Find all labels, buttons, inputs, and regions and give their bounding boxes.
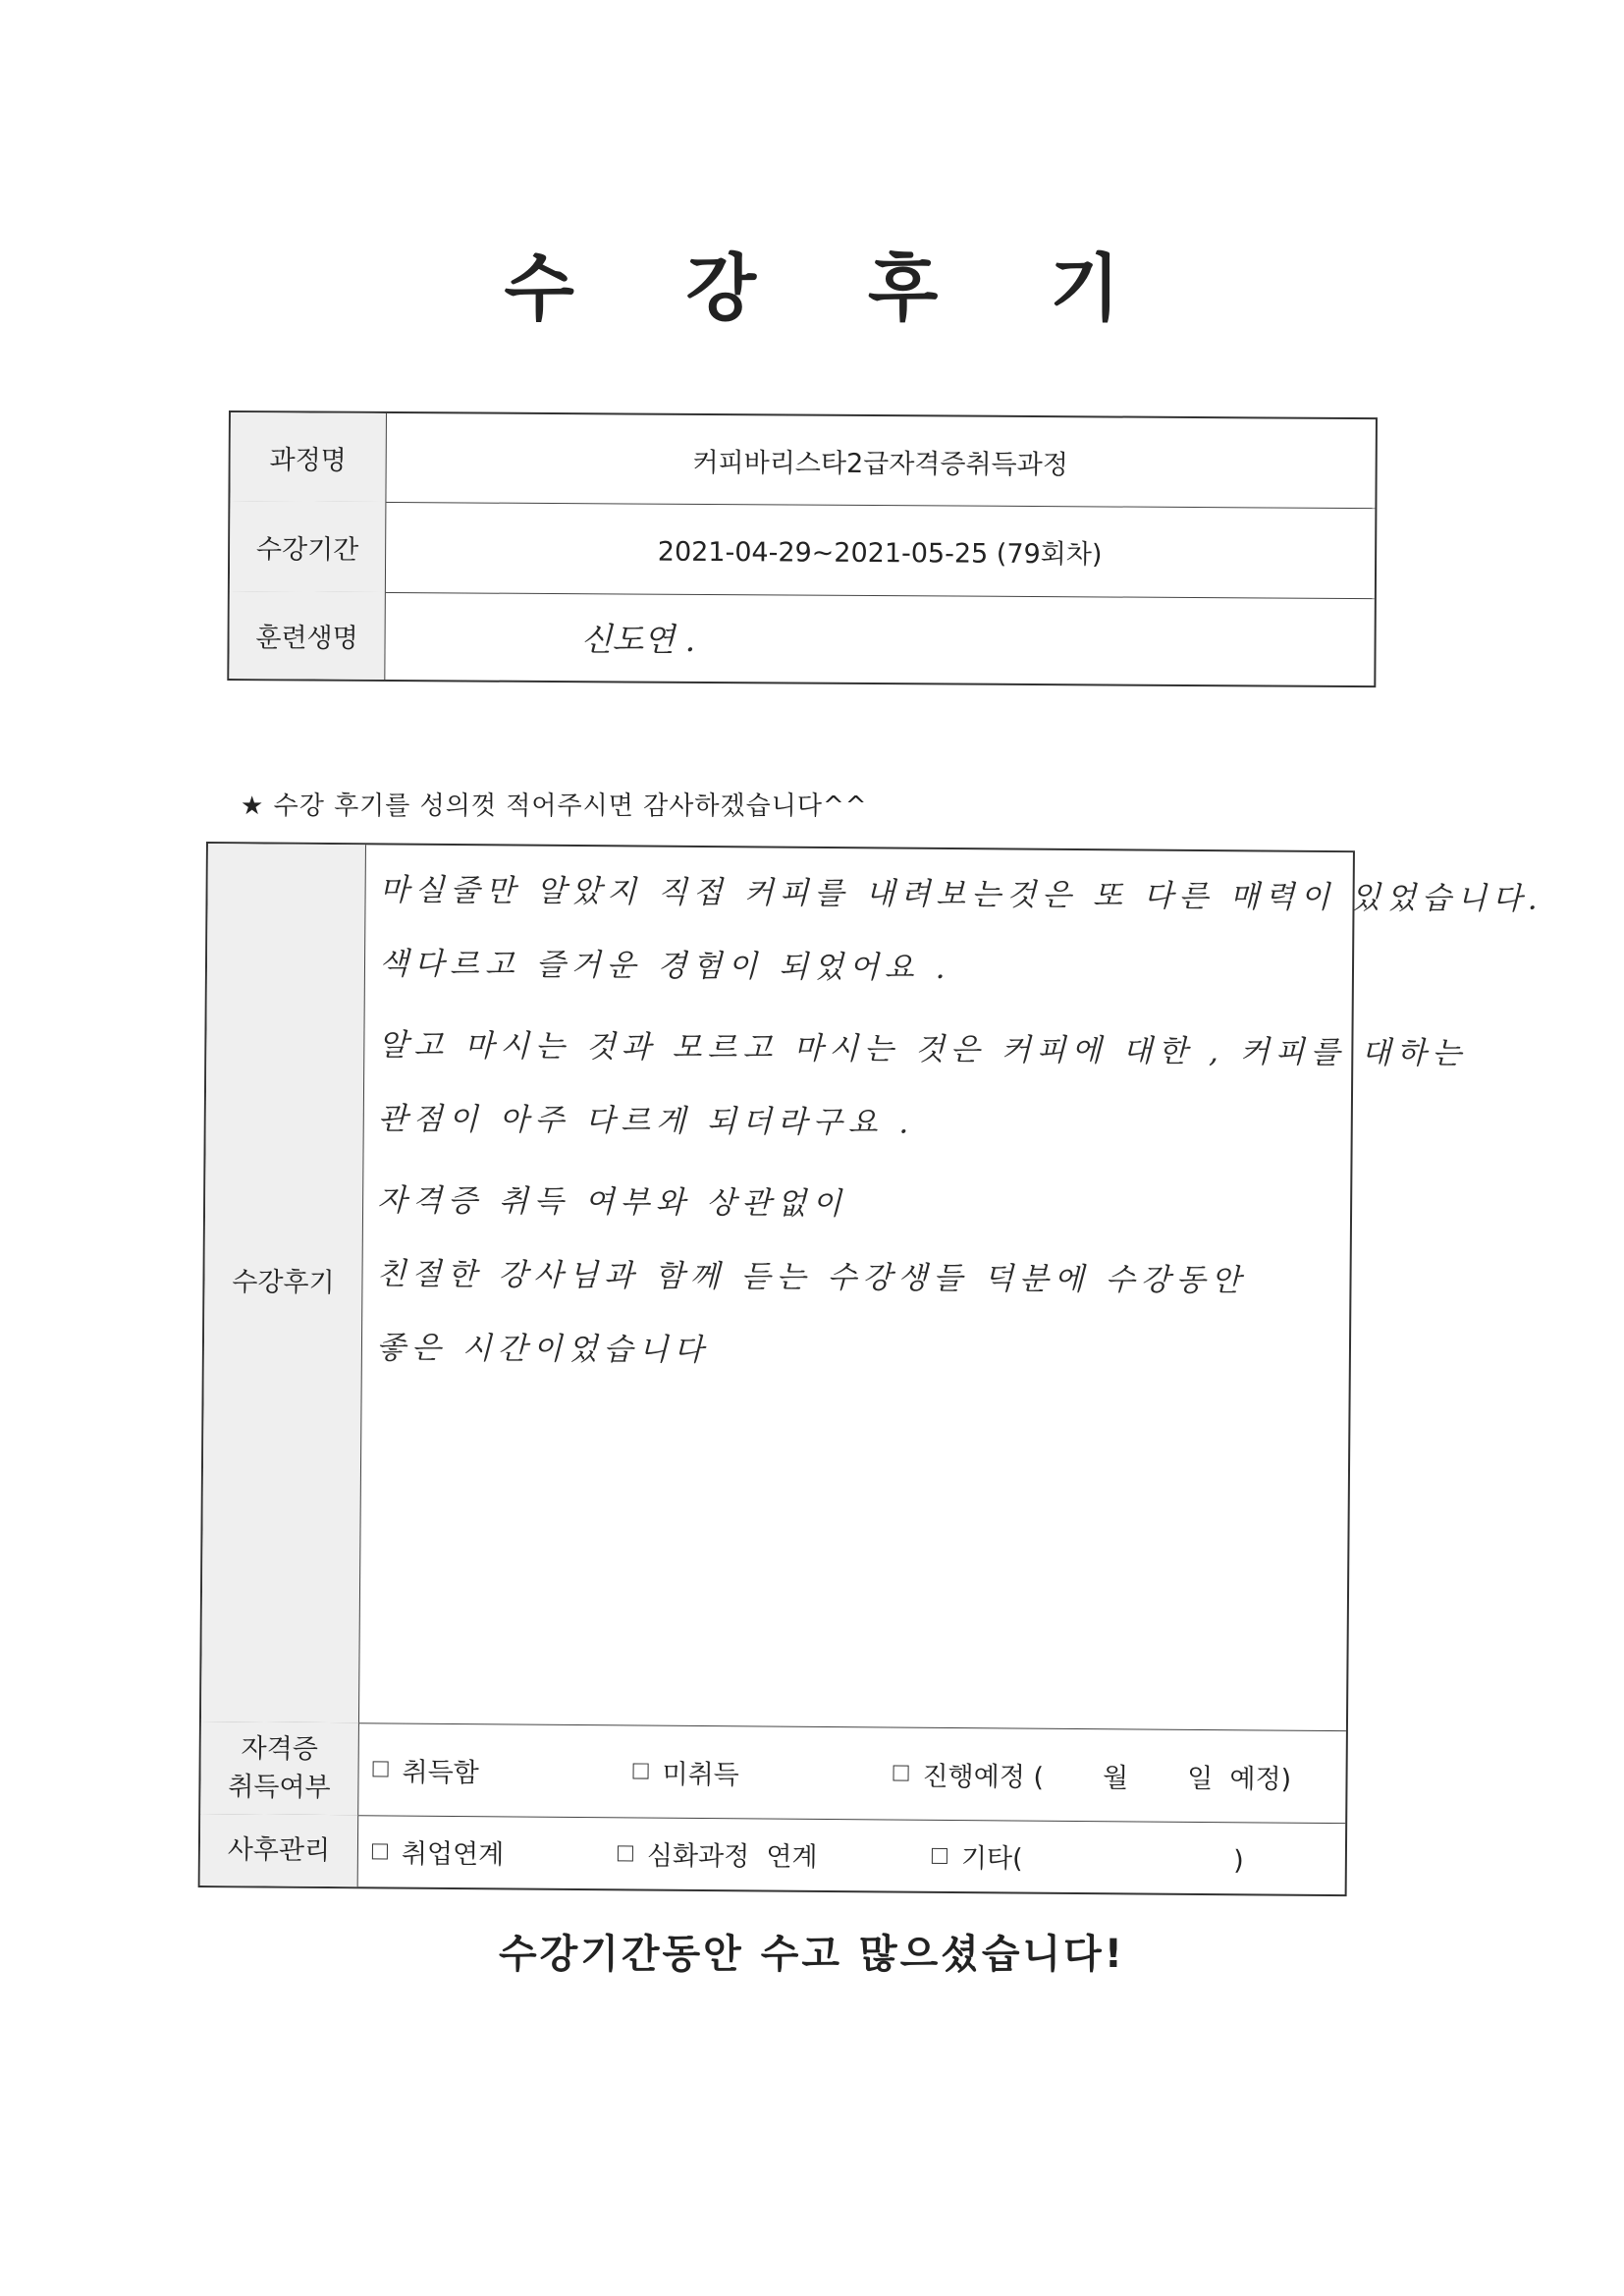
course-info-table — [227, 410, 1378, 687]
cert-label — [200, 1722, 359, 1815]
after-option-label: 심화과정 연계 — [646, 1840, 818, 1873]
closing-message: 수강기간동안 수고 많으셨습니다! — [498, 1932, 1126, 1977]
cert-label-line2: 취득여부 — [228, 1772, 331, 1804]
after-option-label: 취업연계 — [401, 1838, 505, 1871]
after-care-label: 사후관리 — [200, 1814, 359, 1886]
course-period-value: 2021-04-29~2021-05-25 (79회차) — [657, 536, 1103, 570]
review-line: 알고 마시는 것과 모르고 마시는 것은 커피에 대한 , 커피를 대하는 — [378, 1027, 1468, 1072]
trainee-name-label: 훈련생명 — [229, 591, 386, 680]
review-line: 관점이 아주 다르게 되더라구요 . — [377, 1101, 915, 1141]
cert-options — [372, 1722, 1346, 1823]
review-line: 마실줄만 알았지 직접 커피를 내려보는것은 또 다른 매력이 있었습니다. — [379, 872, 1543, 917]
cert-label-line1: 자격증 — [241, 1733, 318, 1765]
course-name-value: 커피바리스타2급자격증취득과정 — [692, 447, 1068, 480]
review-label: 수강후기 — [201, 844, 366, 1722]
after-option-other[interactable] — [932, 1836, 1244, 1877]
course-period-label: 수강기간 — [230, 501, 387, 592]
review-body — [375, 864, 1543, 1403]
checkbox-icon[interactable] — [618, 1845, 633, 1861]
after-option-advanced-course[interactable] — [618, 1833, 932, 1875]
checkbox-icon[interactable] — [633, 1763, 649, 1778]
review-line: 좋은 시간이었습니다 — [375, 1330, 710, 1369]
review-line: 친절한 강사님과 함께 듣는 수강생들 덕분에 수강동안 — [376, 1256, 1247, 1299]
cert-option-label: 취득함 — [402, 1757, 479, 1788]
course-name-label: 과정명 — [230, 412, 387, 502]
after-option-employment[interactable] — [372, 1831, 618, 1872]
checkbox-icon[interactable] — [372, 1843, 388, 1859]
review-table — [198, 842, 1543, 1896]
checkbox-icon[interactable] — [893, 1766, 909, 1781]
course-name-row — [230, 412, 1376, 509]
review-line: 자격증 취득 여부와 상관없이 — [376, 1182, 848, 1223]
after-option-label: 기타( ) — [960, 1843, 1244, 1877]
cert-option-in-progress[interactable] — [893, 1754, 1291, 1795]
checkbox-icon[interactable] — [932, 1847, 947, 1863]
cert-option-obtained[interactable] — [372, 1750, 632, 1790]
trainee-name-value: 신도연 . — [580, 620, 696, 659]
course-period-row — [230, 501, 1376, 599]
cert-option-not-obtained[interactable] — [632, 1752, 893, 1792]
page-title: 수 강 후 기 — [504, 246, 1164, 331]
review-line: 색다르고 즐거운 경험이 되었어요 . — [378, 946, 951, 986]
trainee-name-row — [229, 591, 1375, 685]
after-care-options — [372, 1815, 1346, 1894]
cert-option-label: 진행예정 ( 월 일 예정) — [922, 1761, 1292, 1795]
checkbox-icon[interactable] — [373, 1761, 389, 1777]
notice-text: ★ 수강 후기를 성의껏 적어주시면 감사하겠습니다^^ — [241, 792, 868, 821]
cert-option-label: 미취득 — [662, 1759, 739, 1790]
